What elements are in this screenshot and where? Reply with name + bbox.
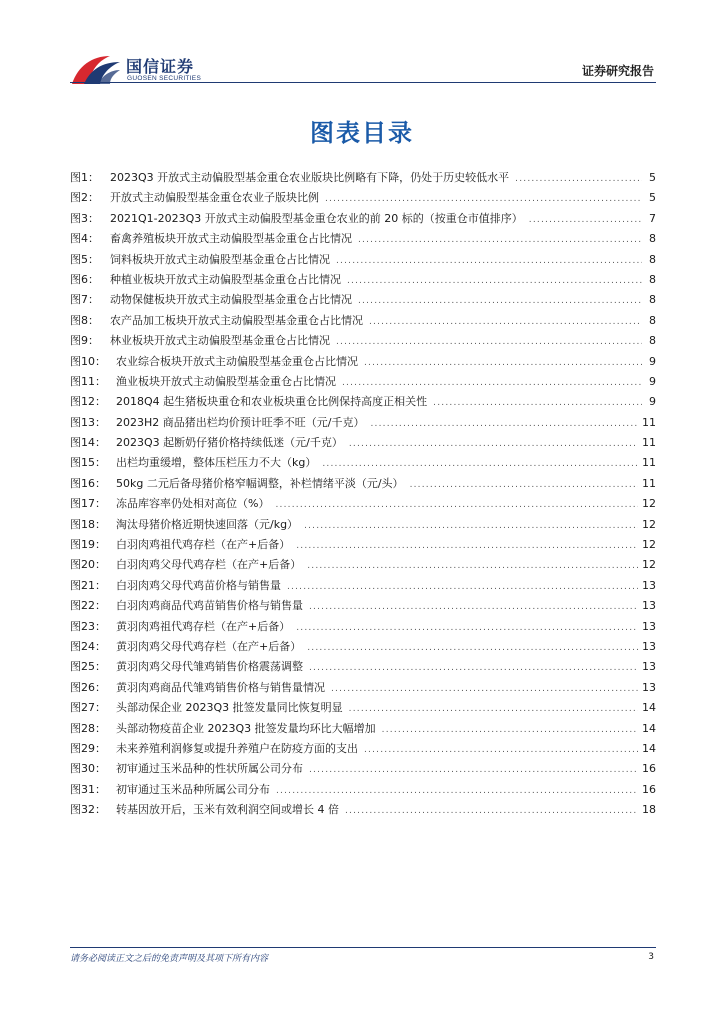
toc-entry-page: 14 xyxy=(642,721,656,735)
toc-dot-leader xyxy=(370,414,638,434)
toc-entry-number: 图25： xyxy=(70,660,106,674)
guosen-logo-icon xyxy=(70,52,122,86)
toc-entry-title: 农产品加工板块开放式主动偏股型基金重仓占比情况 xyxy=(110,313,363,327)
toc-entry-number: 图30： xyxy=(70,762,106,776)
toc-entry-page: 12 xyxy=(642,517,656,531)
header-divider xyxy=(70,82,656,83)
toc-entry-number: 图7： xyxy=(70,293,99,307)
toc-entry[interactable] xyxy=(70,657,656,677)
toc-entry-title: 黄羽肉鸡父母代雏鸡销售价格震荡调整 xyxy=(116,660,303,674)
toc-dot-leader xyxy=(287,577,638,597)
toc-entry-number: 图1： xyxy=(70,171,99,184)
toc-dot-leader xyxy=(349,699,638,719)
toc-dot-leader xyxy=(336,332,642,352)
toc-entry-title: 初审通过玉米品种的性状所属公司分布 xyxy=(116,762,303,776)
footer-disclaimer: 请务必阅读正文之后的免责声明及其项下所有内容 xyxy=(70,954,269,964)
toc-dot-leader xyxy=(369,312,642,332)
figure-table-of-contents xyxy=(70,168,656,821)
toc-entry[interactable] xyxy=(70,209,656,229)
toc-entry-number: 图29： xyxy=(70,741,106,755)
toc-entry-number: 图20： xyxy=(70,558,106,572)
toc-entry-page: 8 xyxy=(649,252,656,266)
toc-entry-number: 图22： xyxy=(70,599,106,613)
toc-entry-page: 11 xyxy=(642,476,656,490)
toc-entry-page: 16 xyxy=(642,762,656,776)
toc-entry-title: 白羽肉鸡商品代鸡苗销售价格与销售量 xyxy=(116,599,303,613)
toc-entry[interactable] xyxy=(70,535,656,555)
page-title: 图表目录 xyxy=(310,119,414,147)
toc-entry-title: 2023Q3 开放式主动偏股型基金重仓农业版块比例略有下降，仍处于历史较低水平 xyxy=(110,171,510,184)
toc-entry-title: 黄羽肉鸡父母代鸡存栏（在产+后备） xyxy=(116,639,302,653)
toc-entry-page: 8 xyxy=(649,272,656,286)
toc-entry-title: 2023H2 商品猪出栏均价预计旺季不旺（元/千克） xyxy=(116,415,365,429)
toc-entry-number: 图18： xyxy=(70,517,106,531)
toc-entry-page: 13 xyxy=(642,639,656,653)
toc-dot-leader xyxy=(382,720,638,740)
toc-dot-leader xyxy=(276,781,638,801)
toc-entry-number: 图11： xyxy=(70,374,106,388)
toc-entry[interactable] xyxy=(70,494,656,514)
toc-dot-leader xyxy=(296,618,638,638)
toc-entry[interactable] xyxy=(70,555,656,575)
toc-entry-title: 渔业板块开放式主动偏股型基金重仓占比情况 xyxy=(116,374,336,388)
toc-entry-number: 图13： xyxy=(70,415,106,429)
toc-entry-title: 50kg 二元后备母猪价格窄幅调整，补栏情绪平淡（元/头） xyxy=(116,476,404,490)
page-header xyxy=(0,0,724,90)
toc-dot-leader xyxy=(307,638,638,658)
toc-entry-number: 图19： xyxy=(70,538,106,552)
toc-entry-page: 16 xyxy=(642,782,656,796)
logo-english-name: GUOSEN SECURITIES xyxy=(127,75,202,82)
toc-entry[interactable] xyxy=(70,413,656,433)
toc-dot-leader xyxy=(322,454,638,474)
toc-entry-number: 图14： xyxy=(70,436,106,450)
toc-entry[interactable] xyxy=(70,698,656,718)
toc-entry[interactable] xyxy=(70,188,656,208)
toc-entry-page: 13 xyxy=(642,660,656,674)
toc-dot-leader xyxy=(331,679,638,699)
toc-entry-page: 11 xyxy=(642,456,656,470)
toc-entry-page: 13 xyxy=(642,578,656,592)
toc-entry-title: 开放式主动偏股型基金重仓农业子版块比例 xyxy=(110,191,319,205)
toc-dot-leader xyxy=(364,353,642,373)
toc-entry-page: 5 xyxy=(649,191,656,205)
toc-entry-title: 淘汰母猪价格近期快速回落（元/kg） xyxy=(116,517,299,531)
toc-entry[interactable] xyxy=(70,474,656,494)
toc-entry-title: 白羽肉鸡父母代鸡苗价格与销售量 xyxy=(116,578,281,592)
report-type-label: 证券研究报告 xyxy=(581,64,654,78)
toc-entry-title: 农业综合板块开放式主动偏股型基金重仓占比情况 xyxy=(116,354,358,368)
toc-entry-number: 图17： xyxy=(70,497,106,511)
toc-dot-leader xyxy=(410,475,638,495)
toc-dot-leader xyxy=(515,169,642,189)
toc-entry-title: 白羽肉鸡父母代鸡存栏（在产+后备） xyxy=(116,558,302,572)
toc-entry-title: 种植业板块开放式主动偏股型基金重仓占比情况 xyxy=(110,272,341,286)
toc-entry-title: 2021Q1-2023Q3 开放式主动偏股型基金重仓农业的前 20 标的（按重仓市值排序） xyxy=(110,211,523,225)
toc-entry-number: 图27： xyxy=(70,701,106,715)
toc-dot-leader xyxy=(529,210,642,230)
toc-entry[interactable] xyxy=(70,617,656,637)
toc-entry-number: 图12： xyxy=(70,395,106,409)
toc-entry-title: 黄羽肉鸡商品代雏鸡销售价格与销售量情况 xyxy=(116,680,325,694)
toc-dot-leader xyxy=(433,393,642,413)
toc-dot-leader xyxy=(304,516,638,536)
toc-entry-page: 14 xyxy=(642,741,656,755)
toc-entry-number: 图4： xyxy=(70,232,99,246)
toc-entry[interactable] xyxy=(70,290,656,310)
toc-entry[interactable] xyxy=(70,596,656,616)
toc-dot-leader xyxy=(358,291,642,311)
toc-entry[interactable] xyxy=(70,678,656,698)
toc-entry[interactable] xyxy=(70,250,656,270)
toc-entry[interactable] xyxy=(70,392,656,412)
toc-dot-leader xyxy=(364,740,638,760)
toc-entry[interactable] xyxy=(70,759,656,779)
toc-entry-number: 图15： xyxy=(70,456,106,470)
toc-entry-page: 8 xyxy=(649,334,656,348)
toc-entry[interactable] xyxy=(70,719,656,739)
toc-dot-leader xyxy=(325,189,642,209)
toc-entry[interactable] xyxy=(70,576,656,596)
toc-dot-leader xyxy=(342,373,642,393)
toc-dot-leader xyxy=(336,251,642,271)
toc-entry-page: 11 xyxy=(642,415,656,429)
toc-dot-leader xyxy=(309,597,638,617)
toc-entry-number: 图5： xyxy=(70,252,99,266)
toc-entry-title: 黄羽肉鸡祖代鸡存栏（在产+后备） xyxy=(116,619,291,633)
toc-entry-number: 图24： xyxy=(70,639,106,653)
toc-entry-page: 11 xyxy=(642,436,656,450)
toc-dot-leader xyxy=(296,536,638,556)
toc-entry[interactable] xyxy=(70,637,656,657)
toc-entry-title: 白羽肉鸡祖代鸡存栏（在产+后备） xyxy=(116,538,291,552)
toc-entry-title: 转基因放开后，玉米有效利润空间或增长 4 倍 xyxy=(116,803,339,817)
logo-chinese-name: 国信证券 xyxy=(126,57,195,76)
toc-entry-page: 7 xyxy=(649,211,656,225)
toc-entry-page: 5 xyxy=(649,171,656,184)
toc-entry-title: 初审通过玉米品种所属公司分布 xyxy=(116,782,270,796)
toc-entry-page: 12 xyxy=(642,558,656,572)
toc-entry-title: 饲料板块开放式主动偏股型基金重仓占比情况 xyxy=(110,252,330,266)
toc-entry-page: 9 xyxy=(649,374,656,388)
footer-divider xyxy=(70,947,656,948)
toc-entry-title: 动物保健板块开放式主动偏股型基金重仓占比情况 xyxy=(110,293,352,307)
toc-entry[interactable] xyxy=(70,331,656,351)
toc-entry-number: 图21： xyxy=(70,578,106,592)
toc-entry-page: 12 xyxy=(642,538,656,552)
toc-entry-number: 图32： xyxy=(70,803,106,817)
toc-entry-number: 图23： xyxy=(70,619,106,633)
toc-entry[interactable] xyxy=(70,433,656,453)
toc-entry[interactable] xyxy=(70,780,656,800)
toc-entry[interactable] xyxy=(70,311,656,331)
toc-dot-leader xyxy=(309,760,638,780)
toc-entry[interactable] xyxy=(70,453,656,473)
toc-dot-leader xyxy=(345,801,638,821)
toc-entry-page: 9 xyxy=(649,354,656,368)
toc-entry-number: 图3： xyxy=(70,211,99,225)
toc-entry[interactable] xyxy=(70,372,656,392)
toc-entry-page: 13 xyxy=(642,680,656,694)
toc-entry-page: 8 xyxy=(649,232,656,246)
toc-entry-number: 图9： xyxy=(70,334,99,348)
toc-dot-leader xyxy=(275,495,638,515)
toc-entry-page: 18 xyxy=(642,803,656,817)
toc-entry-page: 8 xyxy=(649,293,656,307)
toc-entry-number: 图31： xyxy=(70,782,106,796)
toc-entry[interactable] xyxy=(70,515,656,535)
toc-entry-title: 出栏均重缓增，整体压栏压力不大（kg） xyxy=(116,456,317,470)
toc-entry[interactable] xyxy=(70,168,656,188)
toc-dot-leader xyxy=(347,271,642,291)
toc-entry-number: 图8： xyxy=(70,313,99,327)
toc-entry-number: 图16： xyxy=(70,476,106,490)
toc-entry[interactable] xyxy=(70,800,656,820)
toc-entry[interactable] xyxy=(70,229,656,249)
toc-entry-title: 林业板块开放式主动偏股型基金重仓占比情况 xyxy=(110,334,330,348)
toc-entry-page: 9 xyxy=(649,395,656,409)
toc-entry-number: 图26： xyxy=(70,680,106,694)
toc-entry-number: 图2： xyxy=(70,191,99,205)
toc-entry-page: 14 xyxy=(642,701,656,715)
toc-entry-title: 头部动物疫苗企业 2023Q3 批签发量均环比大幅增加 xyxy=(116,721,376,735)
toc-entry-title: 未来养殖利润修复或提升养殖户在防疫方面的支出 xyxy=(116,741,358,755)
toc-entry-number: 图6： xyxy=(70,272,99,286)
toc-entry[interactable] xyxy=(70,270,656,290)
toc-dot-leader xyxy=(309,658,638,678)
toc-entry-page: 8 xyxy=(649,313,656,327)
toc-entry-number: 图28： xyxy=(70,721,106,735)
toc-entry-title: 2023Q3 起断奶仔猪价格持续低迷（元/千克） xyxy=(116,436,343,450)
toc-entry-title: 2018Q4 起生猪板块重仓和农业板块重仓比例保持高度正相关性 xyxy=(116,395,428,409)
toc-entry-title: 畜禽养殖板块开放式主动偏股型基金重仓占比情况 xyxy=(110,232,352,246)
toc-dot-leader xyxy=(349,434,638,454)
toc-dot-leader xyxy=(307,556,638,576)
toc-entry-page: 12 xyxy=(642,497,656,511)
toc-entry-page: 13 xyxy=(642,619,656,633)
toc-entry[interactable] xyxy=(70,739,656,759)
toc-entry-page: 13 xyxy=(642,599,656,613)
toc-dot-leader xyxy=(358,230,642,250)
toc-entry-number: 图10： xyxy=(70,354,106,368)
toc-entry-title: 头部动保企业 2023Q3 批签发量同比恢复明显 xyxy=(116,701,343,715)
footer-page-number: 3 xyxy=(648,952,654,962)
toc-entry-title: 冻品库容率仍处相对高位（%） xyxy=(116,497,270,511)
toc-entry[interactable] xyxy=(70,352,656,372)
